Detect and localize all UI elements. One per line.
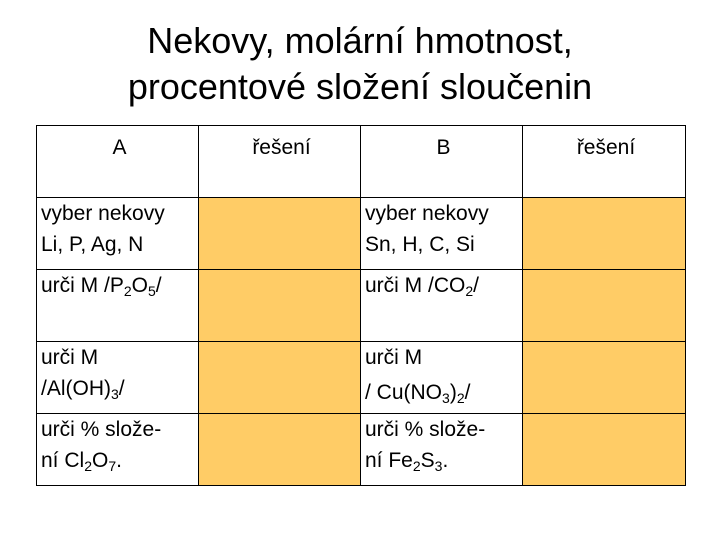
task-text: vyber nekovy <box>41 202 165 225</box>
task-a-2 <box>37 270 199 342</box>
solution-cell-a-4[interactable] <box>199 414 361 486</box>
task-a-1 <box>37 198 199 270</box>
task-text: vyber nekovy <box>365 202 489 225</box>
table-row <box>37 414 686 486</box>
task-b-2 <box>361 270 523 342</box>
solution-cell-a-3[interactable] <box>199 342 361 414</box>
task-b-1 <box>361 198 523 270</box>
table-row <box>37 270 686 342</box>
header-a: A <box>37 126 199 198</box>
task-text: $/Al(OH)_3/$ <box>41 377 125 402</box>
solution-cell-b-3[interactable] <box>523 342 686 414</box>
solution-cell-a-1[interactable] <box>199 198 361 270</box>
exercise-table <box>36 125 686 486</box>
solution-cell-a-2[interactable] <box>199 270 361 342</box>
slide-title <box>0 18 720 110</box>
table-row <box>37 342 686 414</box>
task-text: urči % slože- <box>365 418 486 441</box>
header-b: B <box>361 126 523 198</box>
table-header-row <box>37 126 686 198</box>
task-a-4 <box>37 414 199 486</box>
title-line-1: Nekovy, molární hmotnost, <box>147 20 573 61</box>
task-text: / $Cu(NO_3)_2/$ <box>365 381 471 406</box>
solution-cell-b-4[interactable] <box>523 414 686 486</box>
solution-cell-b-1[interactable] <box>523 198 686 270</box>
header-solution-a: řešení <box>199 126 361 198</box>
task-a-3 <box>37 342 199 414</box>
task-b-4 <box>361 414 523 486</box>
task-text: ní $Cl_2O_7$. <box>41 449 122 474</box>
task-text: urči M $/P_2O_5/$ <box>41 274 162 299</box>
task-text: Sn, H, C, Si <box>365 233 475 256</box>
task-text: Li, P, Ag, N <box>41 233 144 256</box>
table-row <box>37 198 686 270</box>
task-text: ní $Fe_2S_3$. <box>365 449 449 474</box>
task-text: urči % slože- <box>41 418 162 441</box>
task-b-3 <box>361 342 523 414</box>
title-line-2: procentové složení sloučenin <box>127 66 593 107</box>
task-text: urči M <box>41 346 99 369</box>
solution-cell-b-2[interactable] <box>523 270 686 342</box>
task-text: urči M <box>365 346 423 369</box>
header-solution-b: řešení <box>523 126 686 198</box>
task-text: urči M $/CO_2/$ <box>365 274 479 299</box>
